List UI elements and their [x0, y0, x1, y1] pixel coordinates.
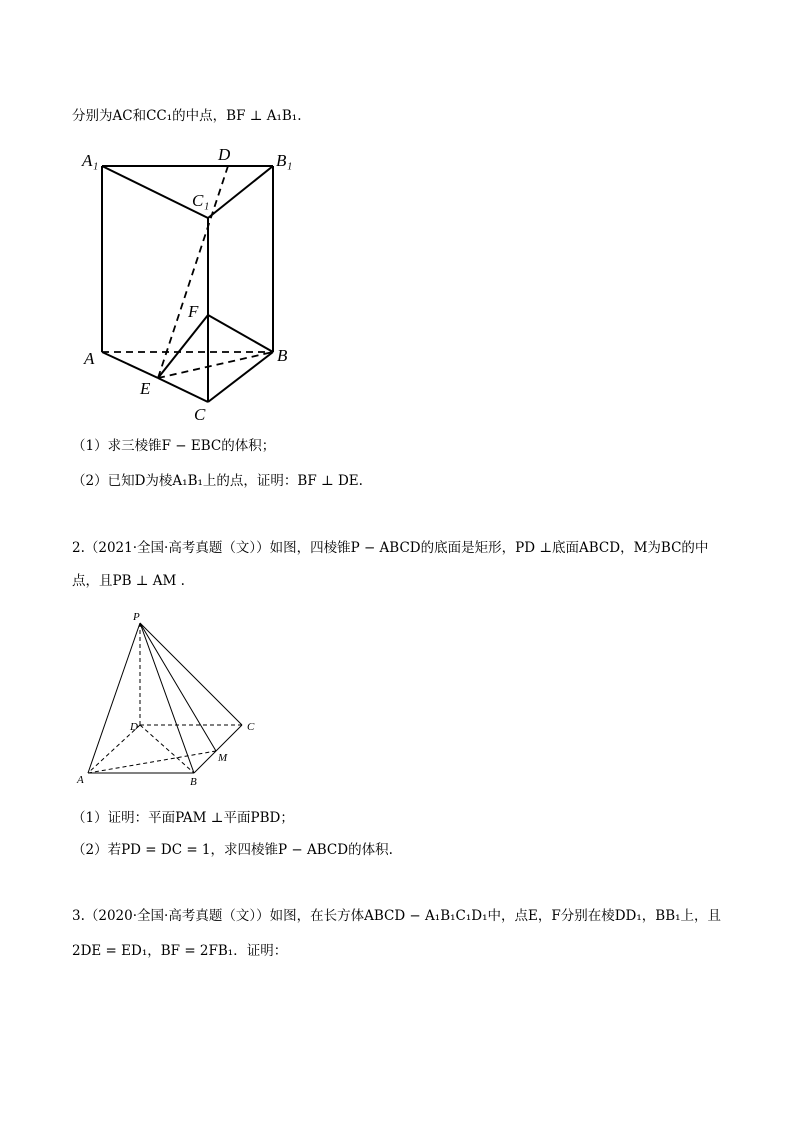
label-m: M — [218, 752, 228, 764]
problem-1-intro: 分别为AC和CC₁的中点，BF ⊥ A₁B₁. — [72, 108, 302, 124]
label-c: C — [247, 721, 255, 733]
problem-1-question-1: （1）求三棱锥F − EBC的体积； — [72, 438, 276, 454]
edge-p-b — [140, 623, 194, 773]
label-b: B — [277, 346, 288, 365]
label-p: P — [133, 611, 140, 623]
edge-f-b — [208, 315, 273, 352]
label-c1: C₁ — [192, 191, 210, 210]
label-e: E — [140, 379, 151, 398]
label-b1: B₁ — [276, 151, 293, 170]
problem-2-question-1: （1）证明：平面PAM ⊥平面PBD； — [72, 810, 294, 826]
edge-b-c — [194, 725, 242, 773]
problem-3-stem-line-1: 3.（2020·全国·高考真题（文））如图，在长方体ABCD − A₁B₁C₁D₁中，点E，F分别在棱DD₁，BB₁上，且 — [72, 908, 722, 924]
label-a: A — [77, 774, 84, 786]
label-c: C — [194, 405, 206, 424]
label-d: D — [130, 721, 138, 733]
edge-p-a — [88, 623, 140, 773]
problem-3-stem-line-2: 2DE = ED₁，BF = 2FB₁．证明： — [72, 943, 288, 959]
edge-d-b-hidden — [140, 725, 194, 773]
label-f: F — [188, 302, 199, 321]
label-a: A — [84, 349, 95, 368]
label-d: D — [218, 145, 231, 164]
label-a1: A₁ — [82, 151, 99, 170]
problem-2-stem-line-2: 点，且PB ⊥ AM . — [72, 573, 185, 589]
edge-e-f — [158, 315, 208, 378]
prism-figure — [70, 140, 310, 430]
edge-e-c — [158, 378, 208, 402]
problem-2-stem-line-1: 2.（2021·全国·高考真题（文））如图，四棱锥P − ABCD的底面是矩形，PD ⊥底面ABCD，M为BC的中 — [72, 540, 709, 556]
problem-2-question-2: （2）若PD = DC = 1，求四棱锥P − ABCD的体积. — [72, 842, 393, 858]
label-b: B — [190, 776, 197, 788]
edge-a-e — [102, 352, 158, 378]
edge-c1-b1 — [208, 166, 273, 218]
pyramid-figure — [70, 605, 270, 790]
problem-1-question-2: （2）已知D为棱A₁B₁上的点，证明：BF ⊥ DE. — [72, 473, 363, 489]
